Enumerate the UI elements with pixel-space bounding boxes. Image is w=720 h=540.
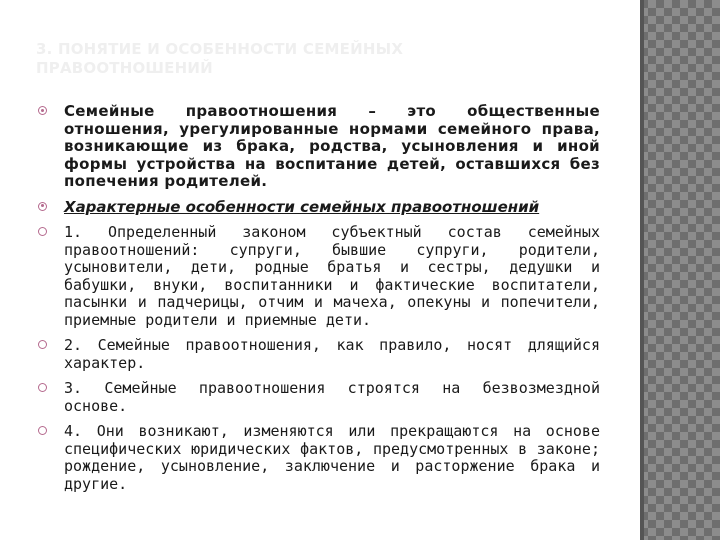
decorative-pattern-band	[640, 0, 720, 540]
feature-text: 3. Семейные правоотношения строятся на безвозмездной основе.	[64, 379, 600, 415]
bullet-icon	[38, 106, 47, 115]
bullet-icon	[38, 202, 47, 211]
feature-item-4	[36, 423, 600, 493]
feature-item-1	[36, 224, 600, 329]
features-heading: Характерные особенности семейных правоотношений	[64, 197, 540, 216]
definition-item	[36, 103, 600, 191]
bullet-icon	[38, 426, 47, 435]
feature-item-2	[36, 337, 600, 372]
slide-content	[36, 103, 600, 501]
features-heading-item	[36, 199, 600, 217]
bullet-icon	[38, 340, 47, 349]
feature-text: 4. Они возникают, изменяются или прекращаются на основе специфических юридических фактов, предусмотренных в законе; рождение, усыновление, заключение и расторжение брака и другие.	[64, 422, 600, 493]
feature-text: 2. Семейные правоотношения, как правило, носят длящийся характер.	[64, 336, 600, 372]
slide-title: 3. ПОНЯТИЕ И ОСОБЕННОСТИ СЕМЕЙНЫХ ПРАВООТНОШЕНИЙ	[36, 40, 404, 77]
definition-text: Семейные правоотношения – это общественные отношения, урегулированные нормами семейного права, возникающие из брака, родства, усыновления и иной формы устройства на воспитание детей, оставшихся без попечения родителей.	[64, 102, 600, 190]
bullet-icon	[38, 227, 47, 236]
bullet-icon	[38, 383, 47, 392]
feature-text: 1. Определенный законом субъектный состав семейных правоотношений: супруги, бывшие супруги, родители, усыновители, дети, родные братья и сестры, дедушки и бабушки, внуки, воспитанники и фактические воспитатели, пасынки и падчерицы, отчим и мачеха, опекуны и попечители, приемные родители и приемные дети.	[64, 223, 600, 329]
feature-item-3	[36, 380, 600, 415]
